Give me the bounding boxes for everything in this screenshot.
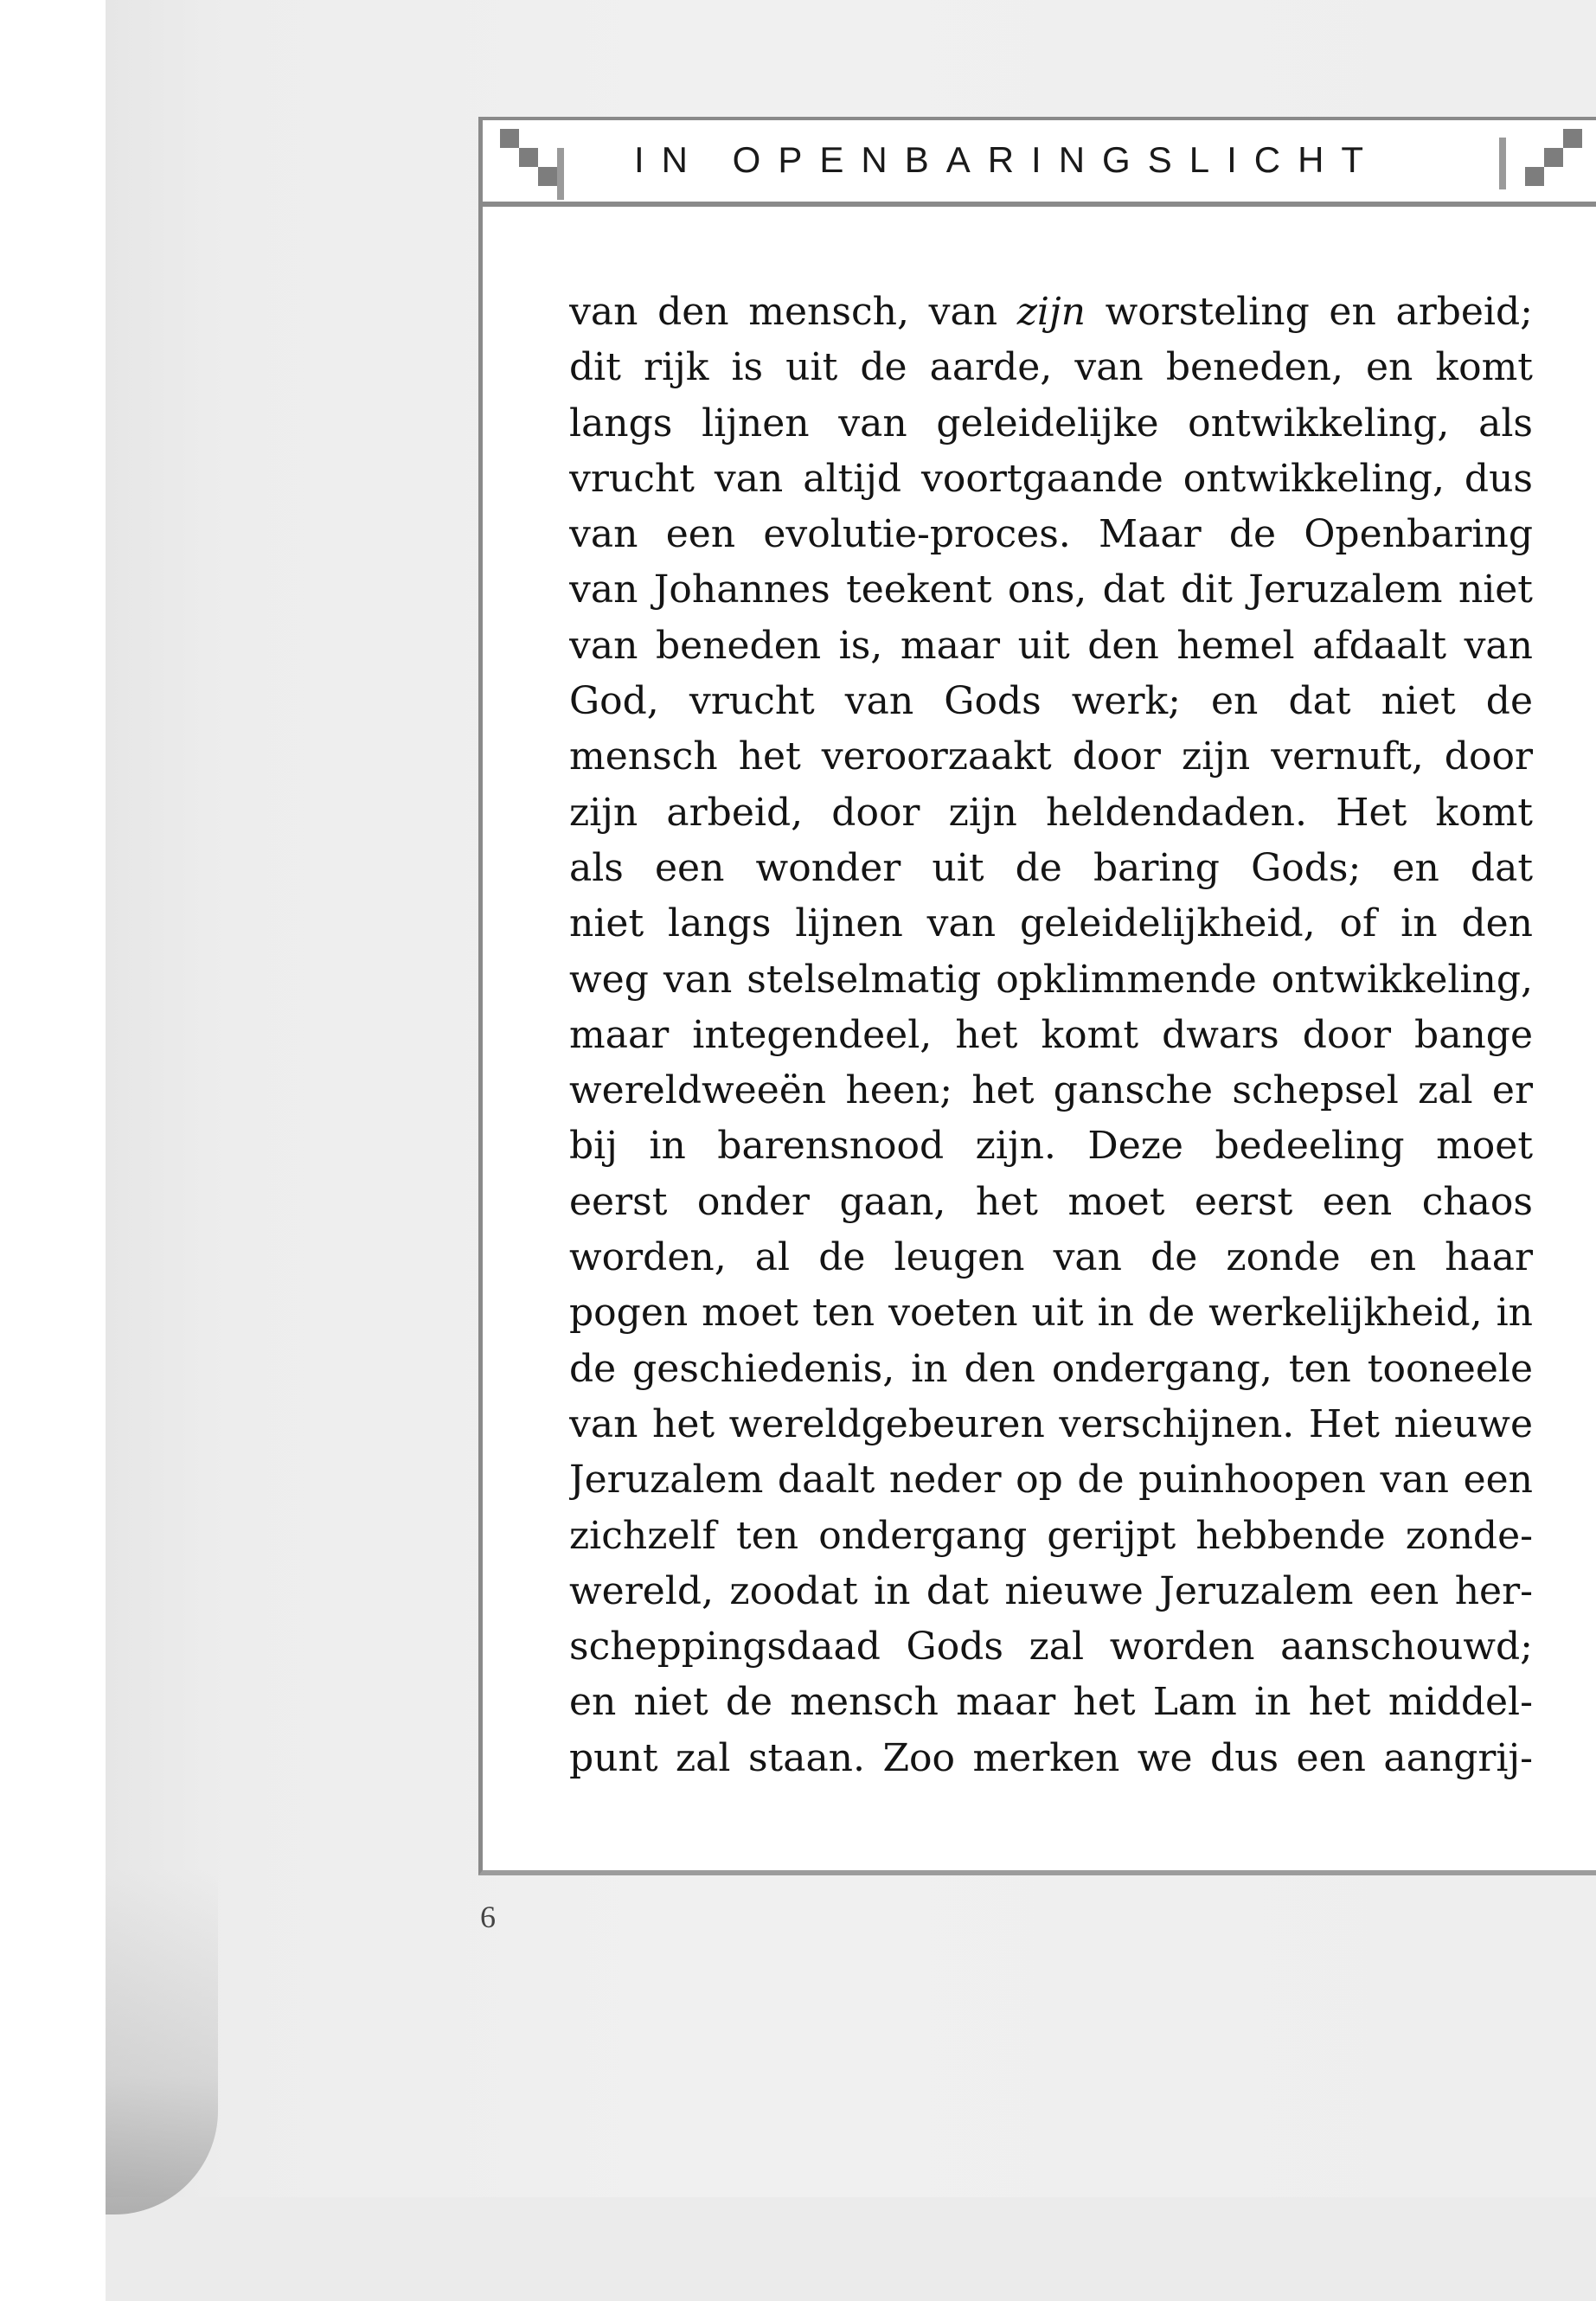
ornament-bar [557,148,564,200]
checkered-ornament-icon [1499,129,1586,200]
ornament-bar [1499,138,1506,189]
ornament-square [1563,129,1582,148]
text-line: maar integendeel, het komt dwars door bange [569,1012,1533,1057]
ornament-square [519,148,538,167]
body-text [569,285,1533,1786]
text-line: van een evolutie-proces. Maar de Openbaring [569,512,1533,557]
text-line: niet langs lijnen van geleidelijkheid, of in den [569,901,1533,946]
header-band [483,120,1596,207]
page-curl-shadow [106,1868,218,2214]
page-bottom-margin [106,2197,1596,2301]
text-line: worden, al de leugen van de zonde en haar [569,1235,1533,1280]
text-line: weg van stelselmatig opklimmende ontwikkeling, [569,957,1533,1002]
text-line: van het wereldgebeuren verschijnen. Het nieuwe [569,1401,1533,1446]
text-line: langs lijnen van geleidelijke ontwikkeling, als [569,401,1533,445]
text-line: eerst onder gaan, het moet eerst een chaos [569,1179,1533,1224]
text-line: en niet de mensch maar het Lam in het middel- [569,1680,1533,1725]
text-line: bij in barensnood zijn. Deze bedeeling moet [569,1124,1533,1169]
checkered-ornament-icon [500,129,586,200]
ornament-square [500,129,519,148]
text-line: wereldweeën heen; het gansche schepsel zal er [569,1068,1533,1113]
text-line: van Johannes teekent ons, dat dit Jeruzalem niet [569,567,1533,612]
text-line: zijn arbeid, door zijn heldendaden. Het komt [569,790,1533,835]
text-line: van beneden is, maar uit den hemel afdaalt van [569,623,1533,668]
text-line: God, vrucht van Gods werk; en dat niet de [569,679,1533,724]
text-line: scheppingsdaad Gods zal worden aanschouwd; [569,1625,1533,1670]
ornament-square [1544,148,1563,167]
text-line: Jeruzalem daalt neder op de puinhoopen van een [569,1458,1533,1503]
text-line: zichzelf ten ondergang gerijpt hebbende zonde- [569,1513,1533,1558]
text-line: de geschiedenis, in den ondergang, ten tooneele [569,1346,1533,1391]
text-line: mensch het veroorzaakt door zijn vernuft, door [569,734,1533,779]
text-frame [478,117,1596,1875]
ornament-square [1525,167,1544,186]
text-line: als een wonder uit de baring Gods; en dat [569,845,1533,890]
text-line: wereld, zoodat in dat nieuwe Jeruzalem een her- [569,1568,1533,1613]
page-number: 6 [480,1900,496,1934]
text-line: dit rijk is uit de aarde, van beneden, en komt [569,345,1533,390]
text-line: pogen moet ten voeten uit in de werkelijkheid, in [569,1291,1533,1336]
running-head: IN OPENBARINGSLICHT [634,139,1381,180]
text-line: punt zal staan. Zoo merken we dus een aangrij- [569,1735,1533,1780]
text-line: vrucht van altijd voortgaande ontwikkeling, dus [569,456,1533,501]
ornament-square [538,167,557,186]
text-line: van den mensch, van zijn worsteling en arbeid; [569,290,1533,334]
